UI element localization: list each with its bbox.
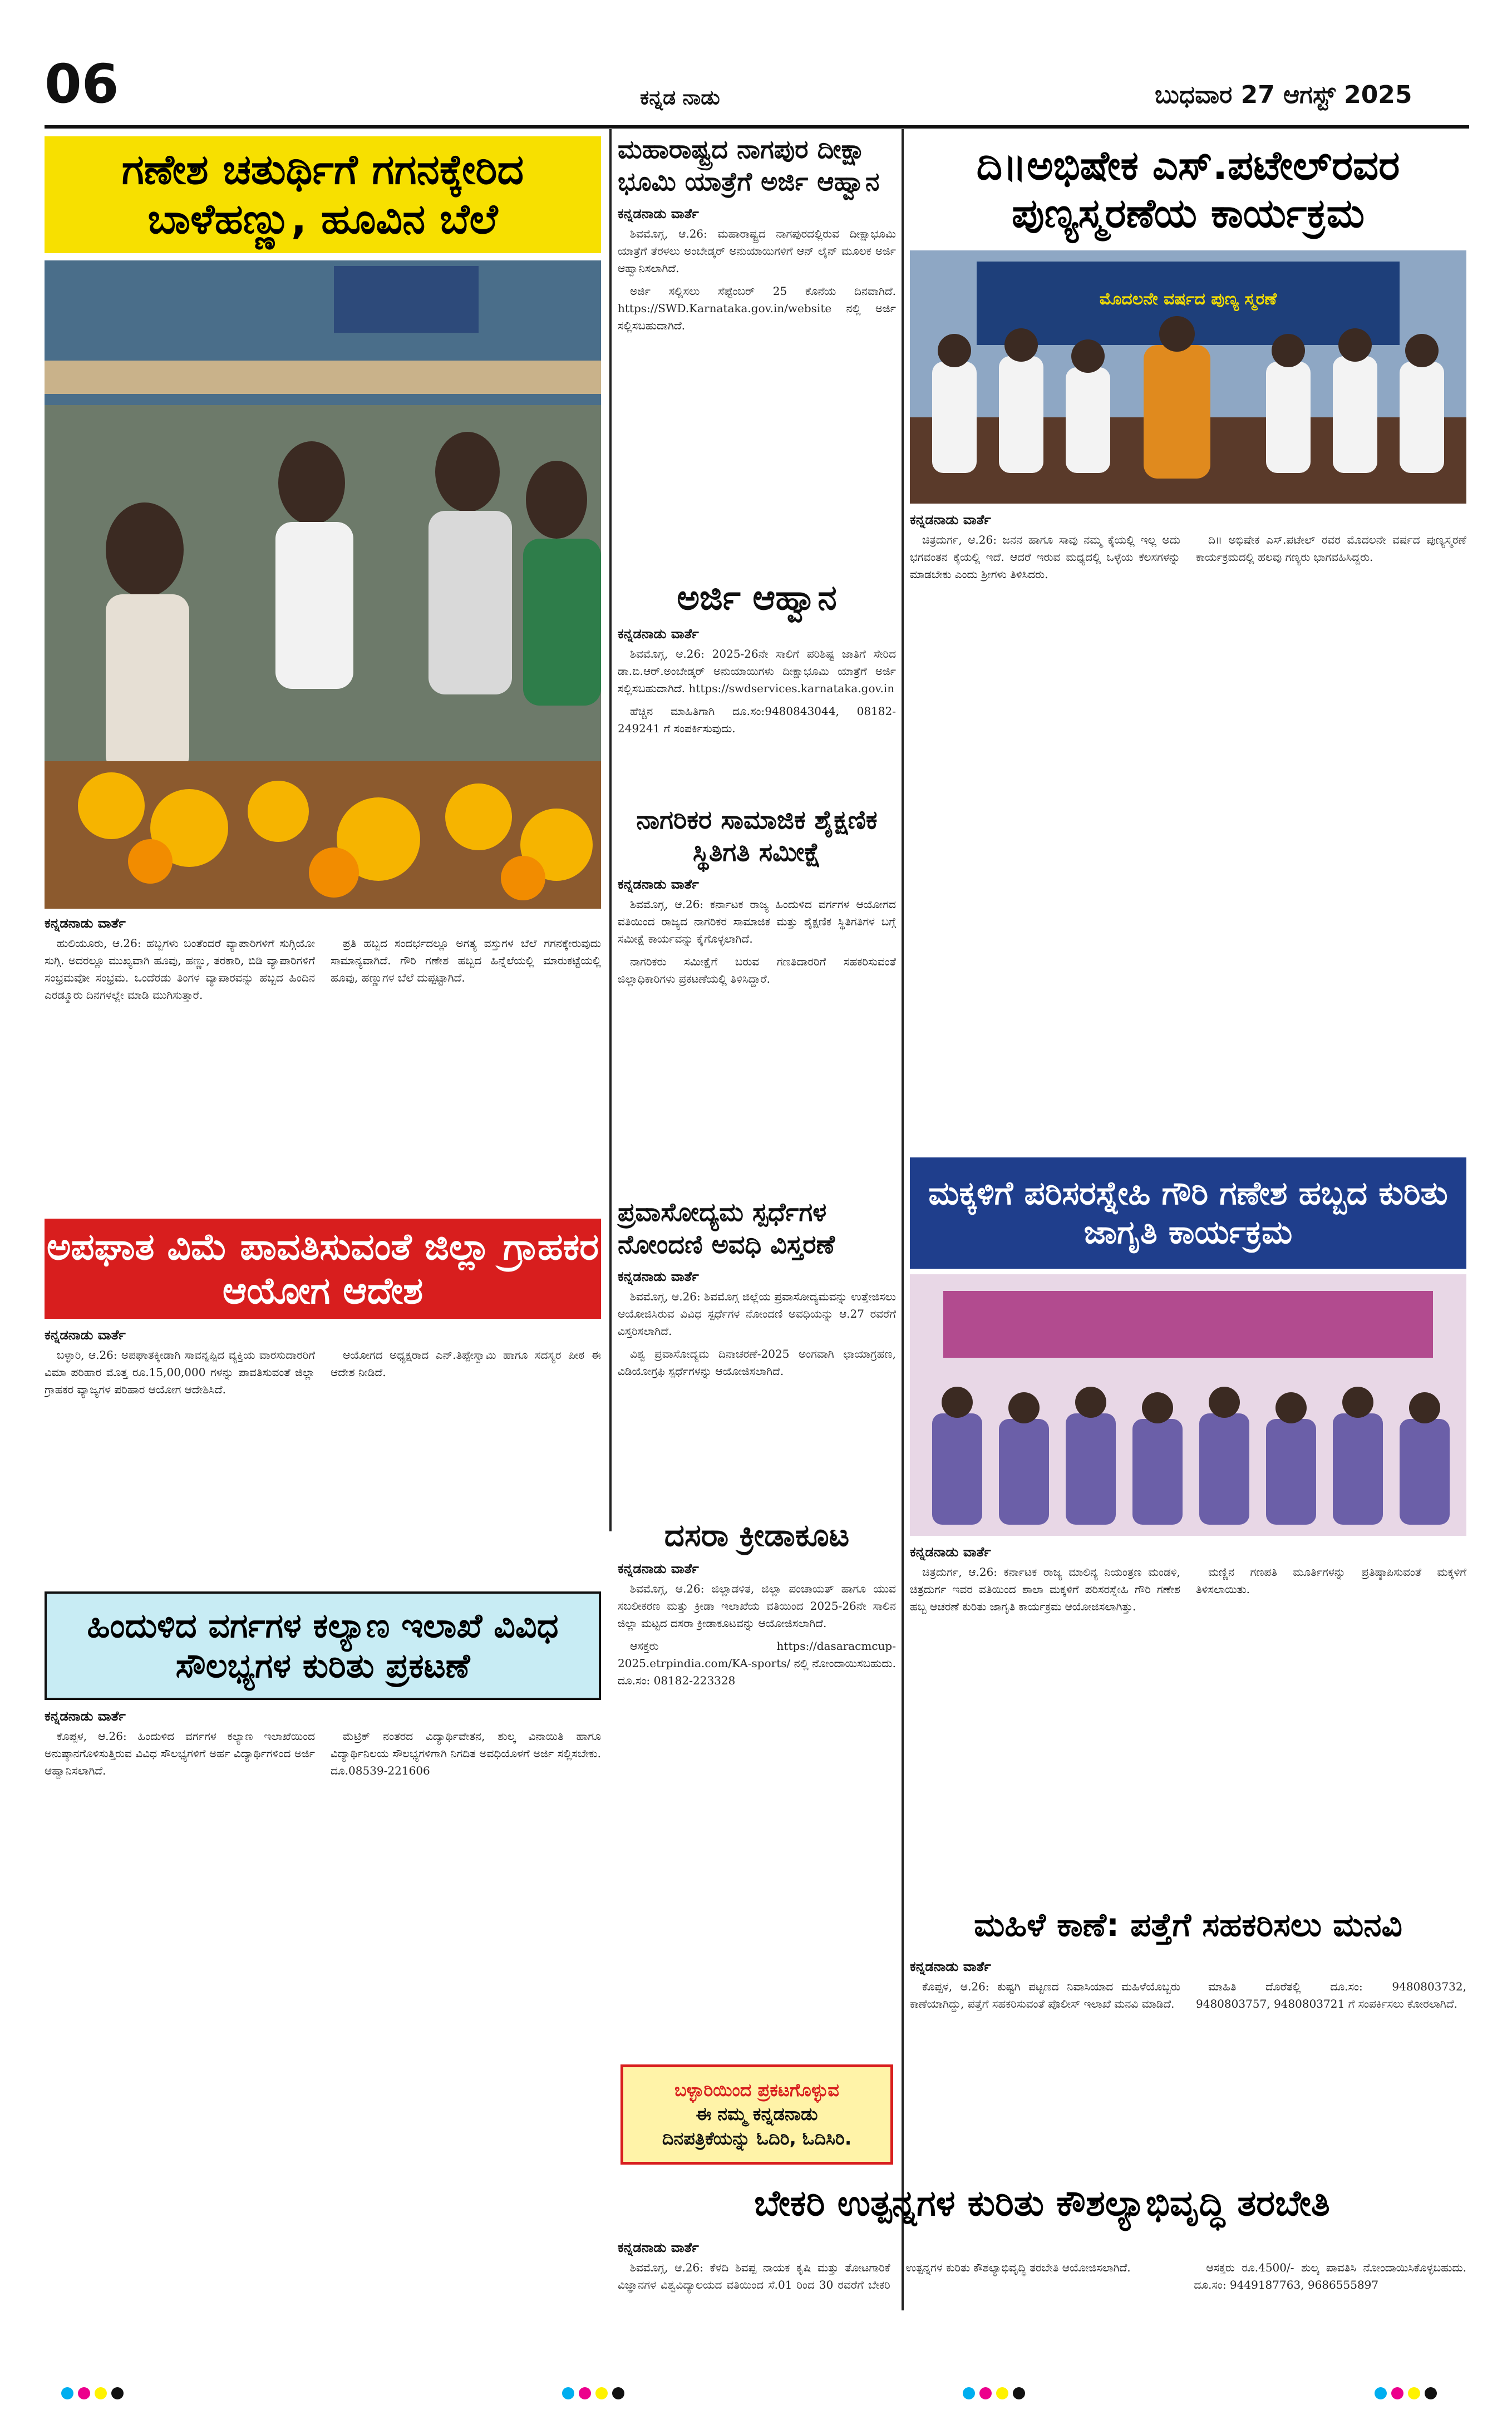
column-divider: [902, 129, 904, 2310]
yellow-dot: [996, 2387, 1008, 2399]
gowri-ganesha-body: [910, 1564, 1466, 1892]
shaikshanika-headline: ನಾಗರಿಕರ ಸಾಮಾಜಿಕ ಶೈಕ್ಷಣಿಕ ಸ್ಥಿತಿಗತಿ ಸಮೀಕ್ಷೆ: [636, 805, 878, 867]
cyan-dot: [1375, 2387, 1387, 2399]
mahile-kane-body: [910, 1978, 1466, 2167]
paragraph: ಶಿವಮೊಗ್ಗ, ಆ.26: ಮಹಾರಾಷ್ಟ್ರದ ನಾಗಪುರದಲ್ಲಿರುವ ದೀಕ್ಷಾಭೂಮಿ ಯಾತ್ರೆಗೆ ತೆರಳಲು ಅಂಬೇಡ್ಕರ್ ಅನುಯಾಯಿಗಳಿಗೆ ಆನ್ ಲೈನ್ ಮೂಲಕ ಅರ್ಜಿ ಆಹ್ವಾನಿಸಲಾಗಿದೆ.: [618, 227, 896, 275]
paragraph: ನಾಗರಿಕರು ಸಮೀಕ್ಷೆಗೆ ಬರುವ ಗಣತಿದಾರರಿಗೆ ಸಹಕರಿಸುವಂತೆ ಜಿಲ್ಲಾಧಿಕಾರಿಗಳು ಪ್ರಕಟಣೆಯಲ್ಲಿ ತಿಳಿಸಿದ್ದಾರೆ.: [618, 955, 896, 985]
yellow-dot: [1408, 2387, 1420, 2399]
paragraph: ಮಣ್ಣಿನ ಗಣಪತಿ ಮೂರ್ತಿಗಳನ್ನು ಪ್ರತಿಷ್ಠಾಪಿಸುವಂತೆ ಮಕ್ಕಳಿಗೆ ತಿಳಿಸಲಾಯಿತು.: [1196, 1565, 1466, 1596]
promo-line: ಈ ನಮ್ಮ ಕನ್ನಡನಾಡು: [696, 2103, 818, 2125]
gowri-ganesha-headline: ಮಕ್ಕಳಿಗೆ ಪರಿಸರಸ್ನೇಹಿ ಗೌರಿ ಗಣೇಶ ಹಬ್ಬದ ಕುರಿತು ಜಾಗೃತಿ ಕಾರ್ಯಕ್ರಮ: [910, 1157, 1466, 1269]
promo-box: [620, 2064, 893, 2165]
apaghata-byline: ಕನ್ನಡನಾಡು ವಾರ್ತೆ: [45, 1327, 126, 1343]
pravasodyama-headline: ಪ್ರವಾಸೋದ್ಯಮ ಸ್ಪರ್ಧೆಗಳ ನೋಂದಣಿ ಅವಧಿ ವಿಸ್ತರಣೆ: [618, 1197, 835, 1259]
magenta-dot: [1391, 2387, 1403, 2399]
paragraph: ಚಿತ್ರದುರ್ಗ, ಆ.26: ಜನನ ಹಾಗೂ ಸಾವು ನಮ್ಮ ಕೈಯಲ್ಲಿ ಇಲ್ಲ ಅದು ಭಗವಂತನ ಕೈಯಲ್ಲಿ ಇದೆ. ಆದರೆ ಇರುವ ಮಧ್ಯದಲ್ಲಿ ಒಳ್ಳೆಯ ಕೆಲಸಗಳನ್ನು ಮಾಡಬೇಕು ಎಂದು ಶ್ರೀಗಳು ತಿಳಿಸಿದರು.: [910, 533, 1180, 581]
paragraph: ಹುಲಿಯೂರು, ಆ.26: ಹಬ್ಬಗಳು ಬಂತೆಂದರೆ ವ್ಯಾಪಾರಿಗಳಿಗೆ ಸುಗ್ಗಿಯೋ ಸುಗ್ಗಿ. ಅದರಲ್ಲೂ ಮುಖ್ಯವಾಗಿ ಹೂವು, ಹಣ್ಣು, ತರಕಾರಿ, ಬಿಡಿ ವ್ಯಾಪಾರಿಗಳಿಗೆ ಸಂಭ್ರಮವೋ ಸಂಭ್ರಮ. ಒಂದೆರಡು ತಿಂಗಳ ವ್ಯಾಪಾರವನ್ನು ಹಬ್ಬದ ಹಿಂದಿನ ಎರಡ್ಮೂರು ದಿನಗಳಲ್ಲೇ ಮಾಡಿ ಮುಗಿಸುತ್ತಾರೆ.: [45, 937, 315, 1002]
magenta-dot: [979, 2387, 992, 2399]
registration-marks: [1375, 2387, 1437, 2399]
dasara-byline: ಕನ್ನಡನಾಡು ವಾರ್ತೆ: [618, 1561, 699, 1576]
paragraph: ಮೆಟ್ರಿಕ್ ನಂತರದ ವಿದ್ಯಾರ್ಥಿವೇತನ, ಶುಲ್ಕ ವಿನಾಯಿತಿ ಹಾಗೂ ವಿದ್ಯಾರ್ಥಿನಿಲಯ ಸೌಲಭ್ಯಗಳಿಗಾಗಿ ನಿಗದಿತ ಅವಧಿಯೊಳಗೆ ಅರ್ಜಿ ಸಲ್ಲಿಸಬೇಕು. ದೂ.08539-221606: [331, 1729, 601, 1777]
black-dot: [1425, 2387, 1437, 2399]
apaghata-headline: ಅಪಘಾತ ವಿಮೆ ಪಾವತಿಸುವಂತೆ ಜಿಲ್ಲಾ ಗ್ರಾಹಕರ ಆಯೋಗ ಆದೇಶ: [45, 1219, 601, 1319]
promo-line: ದಿನಪತ್ರಿಕೆಯನ್ನು ಓದಿರಿ, ಓದಿಸಿರಿ.: [662, 2127, 852, 2149]
mahile-kane-headline: ಮಹಿಳೆ ಕಾಣೆ: ಪತ್ತೆಗೆ ಸಹಕರಿಸಲು ಮನವಿ: [974, 1906, 1402, 1944]
paragraph: ಪ್ರತಿ ಹಬ್ಬದ ಸಂದರ್ಭದಲ್ಲೂ ಅಗತ್ಯ ವಸ್ತುಗಳ ಬೆಲೆ ಗಗನಕ್ಕೇರುವುದು ಸಾಮಾನ್ಯವಾಗಿದೆ. ಗೌರಿ ಗಣೇಶ ಹಬ್ಬದ ಹಿನ್ನೆಲೆಯಲ್ಲಿ ಮಾರುಕಟ್ಟೆಯಲ್ಲಿ ಹೂವು, ಹಣ್ಣುಗಳ ಬೆಲೆ ದುಪ್ಪಟ್ಟಾಗಿದೆ.: [331, 937, 601, 984]
paragraph: ಹೆಚ್ಚಿನ ಮಾಹಿತಿಗಾಗಿ ದೂ.ಸಂ:9480843044, 08182-249241 ಗೆ ಸಂಪರ್ಕಿಸುವುದು.: [618, 704, 896, 735]
arji-byline: ಕನ್ನಡನಾಡು ವಾರ್ತೆ: [618, 626, 699, 642]
paragraph: ಶಿವಮೊಗ್ಗ, ಆ.26: ಕೆಳದಿ ಶಿವಪ್ಪ ನಾಯಕ ಕೃಷಿ ಮತ್ತು ತೋಟಗಾರಿಕೆ ವಿಜ್ಞಾನಗಳ ವಿಶ್ವವಿದ್ಯಾಲಯದ ವತಿಯಿಂದ ಸೆ.01 ರಿಂದ 30 ರವರೆಗೆ ಬೇಕರಿ ಉತ್ಪನ್ನಗಳ ಕುರಿತು ಕೌಶಲ್ಯಾಭಿವೃದ್ಧಿ ತರಬೇತಿ ಆಯೋಜಿಸಲಾಗಿದೆ.: [618, 2261, 1131, 2291]
bekari-headline: ಬೇಕರಿ ಉತ್ಪನ್ನಗಳ ಕುರಿತು ಕೌಶಲ್ಯಾಭಿವೃದ್ಧಿ ತರಬೇತಿ: [754, 2182, 1330, 2224]
nagpur-headline: ಮಹಾರಾಷ್ಟ್ರದ ನಾಗಪುರ ದೀಕ್ಷಾ ಭೂಮಿ ಯಾತ್ರೆಗೆ ಅರ್ಜಿ ಆಹ್ವಾನ: [618, 134, 880, 196]
bekari-byline: ಕನ್ನಡನಾಡು ವಾರ್ತೆ: [618, 2240, 699, 2255]
registration-marks: [963, 2387, 1025, 2399]
paragraph: ಮಾಹಿತಿ ದೊರೆತಲ್ಲಿ ದೂ.ಸಂ: 9480803732, 9480803757, 9480803721 ಗೆ ಸಂಪರ್ಕಿಸಲು ಕೋರಲಾಗಿದೆ.: [1196, 1980, 1466, 2010]
black-dot: [612, 2387, 624, 2399]
cyan-dot: [562, 2387, 574, 2399]
paragraph: ಆಯೋಗದ ಅಧ್ಯಕ್ಷರಾದ ಎನ್.ತಿಪ್ಪೇಸ್ವಾಮಿ ಹಾಗೂ ಸದಸ್ಯರ ಪೀಠ ಈ ಆದೇಶ ನೀಡಿದೆ.: [331, 1348, 601, 1379]
mahile-kane-byline: ಕನ್ನಡನಾಡು ವಾರ್ತೆ: [910, 1959, 991, 1974]
issue-date: ಬುಧವಾರ 27 ಆಗಸ್ಟ್ 2025: [1155, 81, 1412, 109]
paragraph: ಶಿವಮೊಗ್ಗ, ಆ.26: ಕರ್ನಾಟಕ ರಾಜ್ಯ ಹಿಂದುಳಿದ ವರ್ಗಗಳ ಆಯೋಗದ ವತಿಯಿಂದ ರಾಜ್ಯದ ನಾಗರಿಕರ ಸಾಮಾಜಿಕ ಮತ್ತು ಶೈಕ್ಷಣಿಕ ಸ್ಥಿತಿಗತಿಗಳ ಬಗ್ಗೆ ಸಮೀಕ್ಷೆ ಕಾರ್ಯವನ್ನು ಕೈಗೊಳ್ಳಲಾಗಿದೆ.: [618, 898, 896, 945]
cyan-dot: [963, 2387, 975, 2399]
magenta-dot: [579, 2387, 591, 2399]
hindulida-body: [45, 1728, 601, 2309]
magenta-dot: [78, 2387, 90, 2399]
ceremony-photo: [910, 250, 1466, 504]
market-photo: [45, 260, 601, 909]
pravasodyama-body: [618, 1288, 896, 1508]
ganesha-prices-byline: ಕನ್ನಡನಾಡು ವಾರ್ತೆ: [45, 915, 126, 931]
students-photo: [910, 1274, 1466, 1536]
paragraph: ಶಿವಮೊಗ್ಗ, ಆ.26: ಶಿವಮೊಗ್ಗ ಜಿಲ್ಲೆಯ ಪ್ರವಾಸೋದ್ಯಮವನ್ನು ಉತ್ತೇಜಿಸಲು ಆಯೋಜಿಸಿರುವ ವಿವಿಧ ಸ್ಪರ್ಧೆಗಳ ನೋಂದಣಿ ಅವಧಿಯನ್ನು ಆ.27 ರವರೆಗೆ ವಿಸ್ತರಿಸಲಾಗಿದೆ.: [618, 1290, 896, 1338]
pravasodyama-byline: ಕನ್ನಡನಾಡು ವಾರ್ತೆ: [618, 1269, 699, 1284]
paper-name: ಕನ್ನಡ ನಾಡು: [640, 86, 720, 109]
nagpur-byline: ಕನ್ನಡನಾಡು ವಾರ್ತೆ: [618, 206, 699, 221]
paragraph: ಅರ್ಜಿ ಸಲ್ಲಿಸಲು ಸೆಪ್ಟೆಂಬರ್ 25 ಕೊನೆಯ ದಿನವಾಗಿದೆ. https://SWD.Karnataka.gov.in/website ನಲ್ಲಿ ಅರ್ಜಿ ಸಲ್ಲಿಸಬಹುದಾಗಿದೆ.: [618, 284, 896, 332]
paragraph: ಕೊಪ್ಪಳ, ಆ.26: ಹಿಂದುಳಿದ ವರ್ಗಗಳ ಕಲ್ಯಾಣ ಇಲಾಖೆಯಿಂದ ಅನುಷ್ಠಾನಗೊಳಿಸುತ್ತಿರುವ ವಿವಿಧ ಸೌಲಭ್ಯಗಳಿಗೆ ಅರ್ಹ ವಿದ್ಯಾರ್ಥಿಗಳಿಂದ ಅರ್ಜಿ ಆಹ್ವಾನಿಸಲಾಗಿದೆ.: [45, 1729, 315, 1777]
dasara-headline: ದಸರಾ ಕ್ರೀಡಾಕೂಟ: [664, 1517, 850, 1554]
gowri-ganesha-byline: ಕನ್ನಡನಾಡು ವಾರ್ತೆ: [910, 1544, 991, 1560]
black-dot: [1013, 2387, 1025, 2399]
abhisheka-headline: ದಿ॥ಅಭಿಷೇಕ ಎಸ್.ಪಟೇಲ್‌ರವರ ಪುಣ್ಯಸ್ಮರಣೆಯ ಕಾರ್ಯಕ್ರಮ: [976, 141, 1400, 236]
hindulida-headline: ಹಿಂದುಳಿದ ವರ್ಗಗಳ ಕಲ್ಯಾಣ ಇಲಾಖೆ ವಿವಿಧ ಸೌಲಭ್ಯಗಳ ಕುರಿತು ಪ್ರಕಟಣೆ: [45, 1591, 601, 1700]
ganesha-prices-headline: ಗಣೇಶ ಚತುರ್ಥಿಗೆ ಗಗನಕ್ಕೇರಿದ ಬಾಳೆಹಣ್ಣು, ಹೂವಿನ ಬೆಲೆ: [45, 136, 601, 253]
paragraph: ಚಿತ್ರದುರ್ಗ, ಆ.26: ಕರ್ನಾಟಕ ರಾಜ್ಯ ಮಾಲಿನ್ಯ ನಿಯಂತ್ರಣ ಮಂಡಳಿ, ಚಿತ್ರದುರ್ಗ ಇವರ ವತಿಯಿಂದ ಶಾಲಾ ಮಕ್ಕಳಿಗೆ ಪರಿಸರಸ್ನೇಹಿ ಗೌರಿ ಗಣೇಶ ಹಬ್ಬ ಆಚರಣೆ ಕುರಿತು ಜಾಗೃತಿ ಕಾರ್ಯಕ್ರಮ ಆಯೋಜಿಸಲಾಗಿತ್ತು.: [910, 1565, 1180, 1613]
registration-marks: [61, 2387, 124, 2399]
abhisheka-body: [910, 531, 1466, 1149]
yellow-dot: [595, 2387, 608, 2399]
arji-body: [618, 645, 896, 796]
nagpur-body: [618, 225, 896, 570]
shaikshanika-byline: ಕನ್ನಡನಾಡು ವಾರ್ತೆ: [618, 876, 699, 892]
arji-headline: ಅರ್ಜಿ ಆಹ್ವಾನ: [677, 577, 837, 618]
yellow-dot: [95, 2387, 107, 2399]
ganesha-prices-body: [45, 935, 601, 1210]
page-number: 06: [45, 53, 119, 115]
photo-banner-text: ಮೊದಲನೇ ವರ್ಷದ ಪುಣ್ಯ ಸ್ಮರಣೆ: [1099, 289, 1277, 309]
abhisheka-byline: ಕನ್ನಡನಾಡು ವಾರ್ತೆ: [910, 512, 991, 528]
shaikshanika-body: [618, 896, 896, 1188]
promo-line: ಬಳ್ಳಾರಿಯಿಂದ ಪ್ರಕಟಗೊಳ್ಳುವ: [674, 2079, 839, 2101]
paragraph: ಆಸಕ್ತರು https://dasaracmcup-2025.etrpindia.com/KA-sports/ ನಲ್ಲಿ ನೋಂದಾಯಿಸಬಹುದು. ದೂ.ಸಂ: 08182-223328: [618, 1639, 896, 1687]
paragraph: ಶಿವಮೊಗ್ಗ, ಆ.26: ಜಿಲ್ಲಾಡಳಿತ, ಜಿಲ್ಲಾ ಪಂಚಾಯತ್ ಹಾಗೂ ಯುವ ಸಬಲೀಕರಣ ಮತ್ತು ಕ್ರೀಡಾ ಇಲಾಖೆಯ ವತಿಯಿಂದ 2025-26ನೇ ಸಾಲಿನ ಜಿಲ್ಲಾ ಮಟ್ಟದ ದಸರಾ ಕ್ರೀಡಾಕೂಟವನ್ನು ಆಯೋಜಿಸಲಾಗಿದೆ.: [618, 1582, 896, 1630]
paragraph: ವಿಶ್ವ ಪ್ರವಾಸೋದ್ಯಮ ದಿನಾಚರಣೆ-2025 ಅಂಗವಾಗಿ ಛಾಯಾಗ್ರಹಣ, ವಿಡಿಯೋಗ್ರಫಿ ಸ್ಪರ್ಧೆಗಳನ್ನು ಆಯೋಜಿಸಲಾಗಿದೆ.: [618, 1347, 896, 1378]
masthead-rule: [45, 125, 1469, 129]
black-dot: [111, 2387, 124, 2399]
registration-marks: [562, 2387, 624, 2399]
paragraph: ಆಸಕ್ತರು ರೂ.4500/- ಶುಲ್ಕ ಪಾವತಿಸಿ ನೋಂದಾಯಿಸಿಕೊಳ್ಳಬಹುದು. ದೂ.ಸಂ: 9449187763, 9686555897: [1194, 2261, 1466, 2291]
apaghata-body: [45, 1347, 601, 1580]
bekari-body: [618, 2259, 1466, 2370]
paragraph: ಕೊಪ್ಪಳ, ಆ.26: ಕುಷ್ಟಗಿ ಪಟ್ಟಣದ ನಿವಾಸಿಯಾದ ಮಹಿಳೆಯೊಬ್ಬರು ಕಾಣೆಯಾಗಿದ್ದು, ಪತ್ತೆಗೆ ಸಹಕರಿಸುವಂತೆ ಪೊಲೀಸ್ ಇಲಾಖೆ ಮನವಿ ಮಾಡಿದೆ.: [910, 1980, 1180, 2010]
dasara-body: [618, 1580, 896, 2056]
paragraph: ಬಳ್ಳಾರಿ, ಆ.26: ಅಪಘಾತಕ್ಕೀಡಾಗಿ ಸಾವನ್ನಪ್ಪಿದ ವ್ಯಕ್ತಿಯ ವಾರಸುದಾರರಿಗೆ ವಿಮಾ ಪರಿಹಾರ ಮೊತ್ತ ರೂ.15,00,000 ಗಳನ್ನು ಪಾವತಿಸುವಂತೆ ಜಿಲ್ಲಾ ಗ್ರಾಹಕರ ವ್ಯಾಜ್ಯಗಳ ಪರಿಹಾರ ಆಯೋಗ ಆದೇಶಿಸಿದೆ.: [45, 1348, 315, 1396]
column-divider: [609, 129, 612, 1531]
paragraph: ದಿ॥ ಅಭಿಷೇಕ ಎಸ್.ಪಟೇಲ್ ರವರ ಮೊದಲನೇ ವರ್ಷದ ಪುಣ್ಯಸ್ಮರಣೆ ಕಾರ್ಯಕ್ರಮದಲ್ಲಿ ಹಲವು ಗಣ್ಯರು ಭಾಗವಹಿಸಿದ್ದರು.: [1196, 533, 1466, 564]
paragraph: ಶಿವಮೊಗ್ಗ, ಆ.26: 2025-26ನೇ ಸಾಲಿಗೆ ಪರಿಶಿಷ್ಟ ಜಾತಿಗೆ ಸೇರಿದ ಡಾ.ಬಿ.ಆರ್.ಅಂಬೇಡ್ಕರ್ ಅನುಯಾಯಿಗಳು ದೀಕ್ಷಾಭೂಮಿ ಯಾತ್ರೆಗೆ ಅರ್ಜಿ ಸಲ್ಲಿಸಬಹುದಾಗಿದೆ. https://swdservices.karnataka.gov.in: [618, 647, 896, 695]
cyan-dot: [61, 2387, 73, 2399]
hindulida-byline: ಕನ್ನಡನಾಡು ವಾರ್ತೆ: [45, 1708, 126, 1724]
